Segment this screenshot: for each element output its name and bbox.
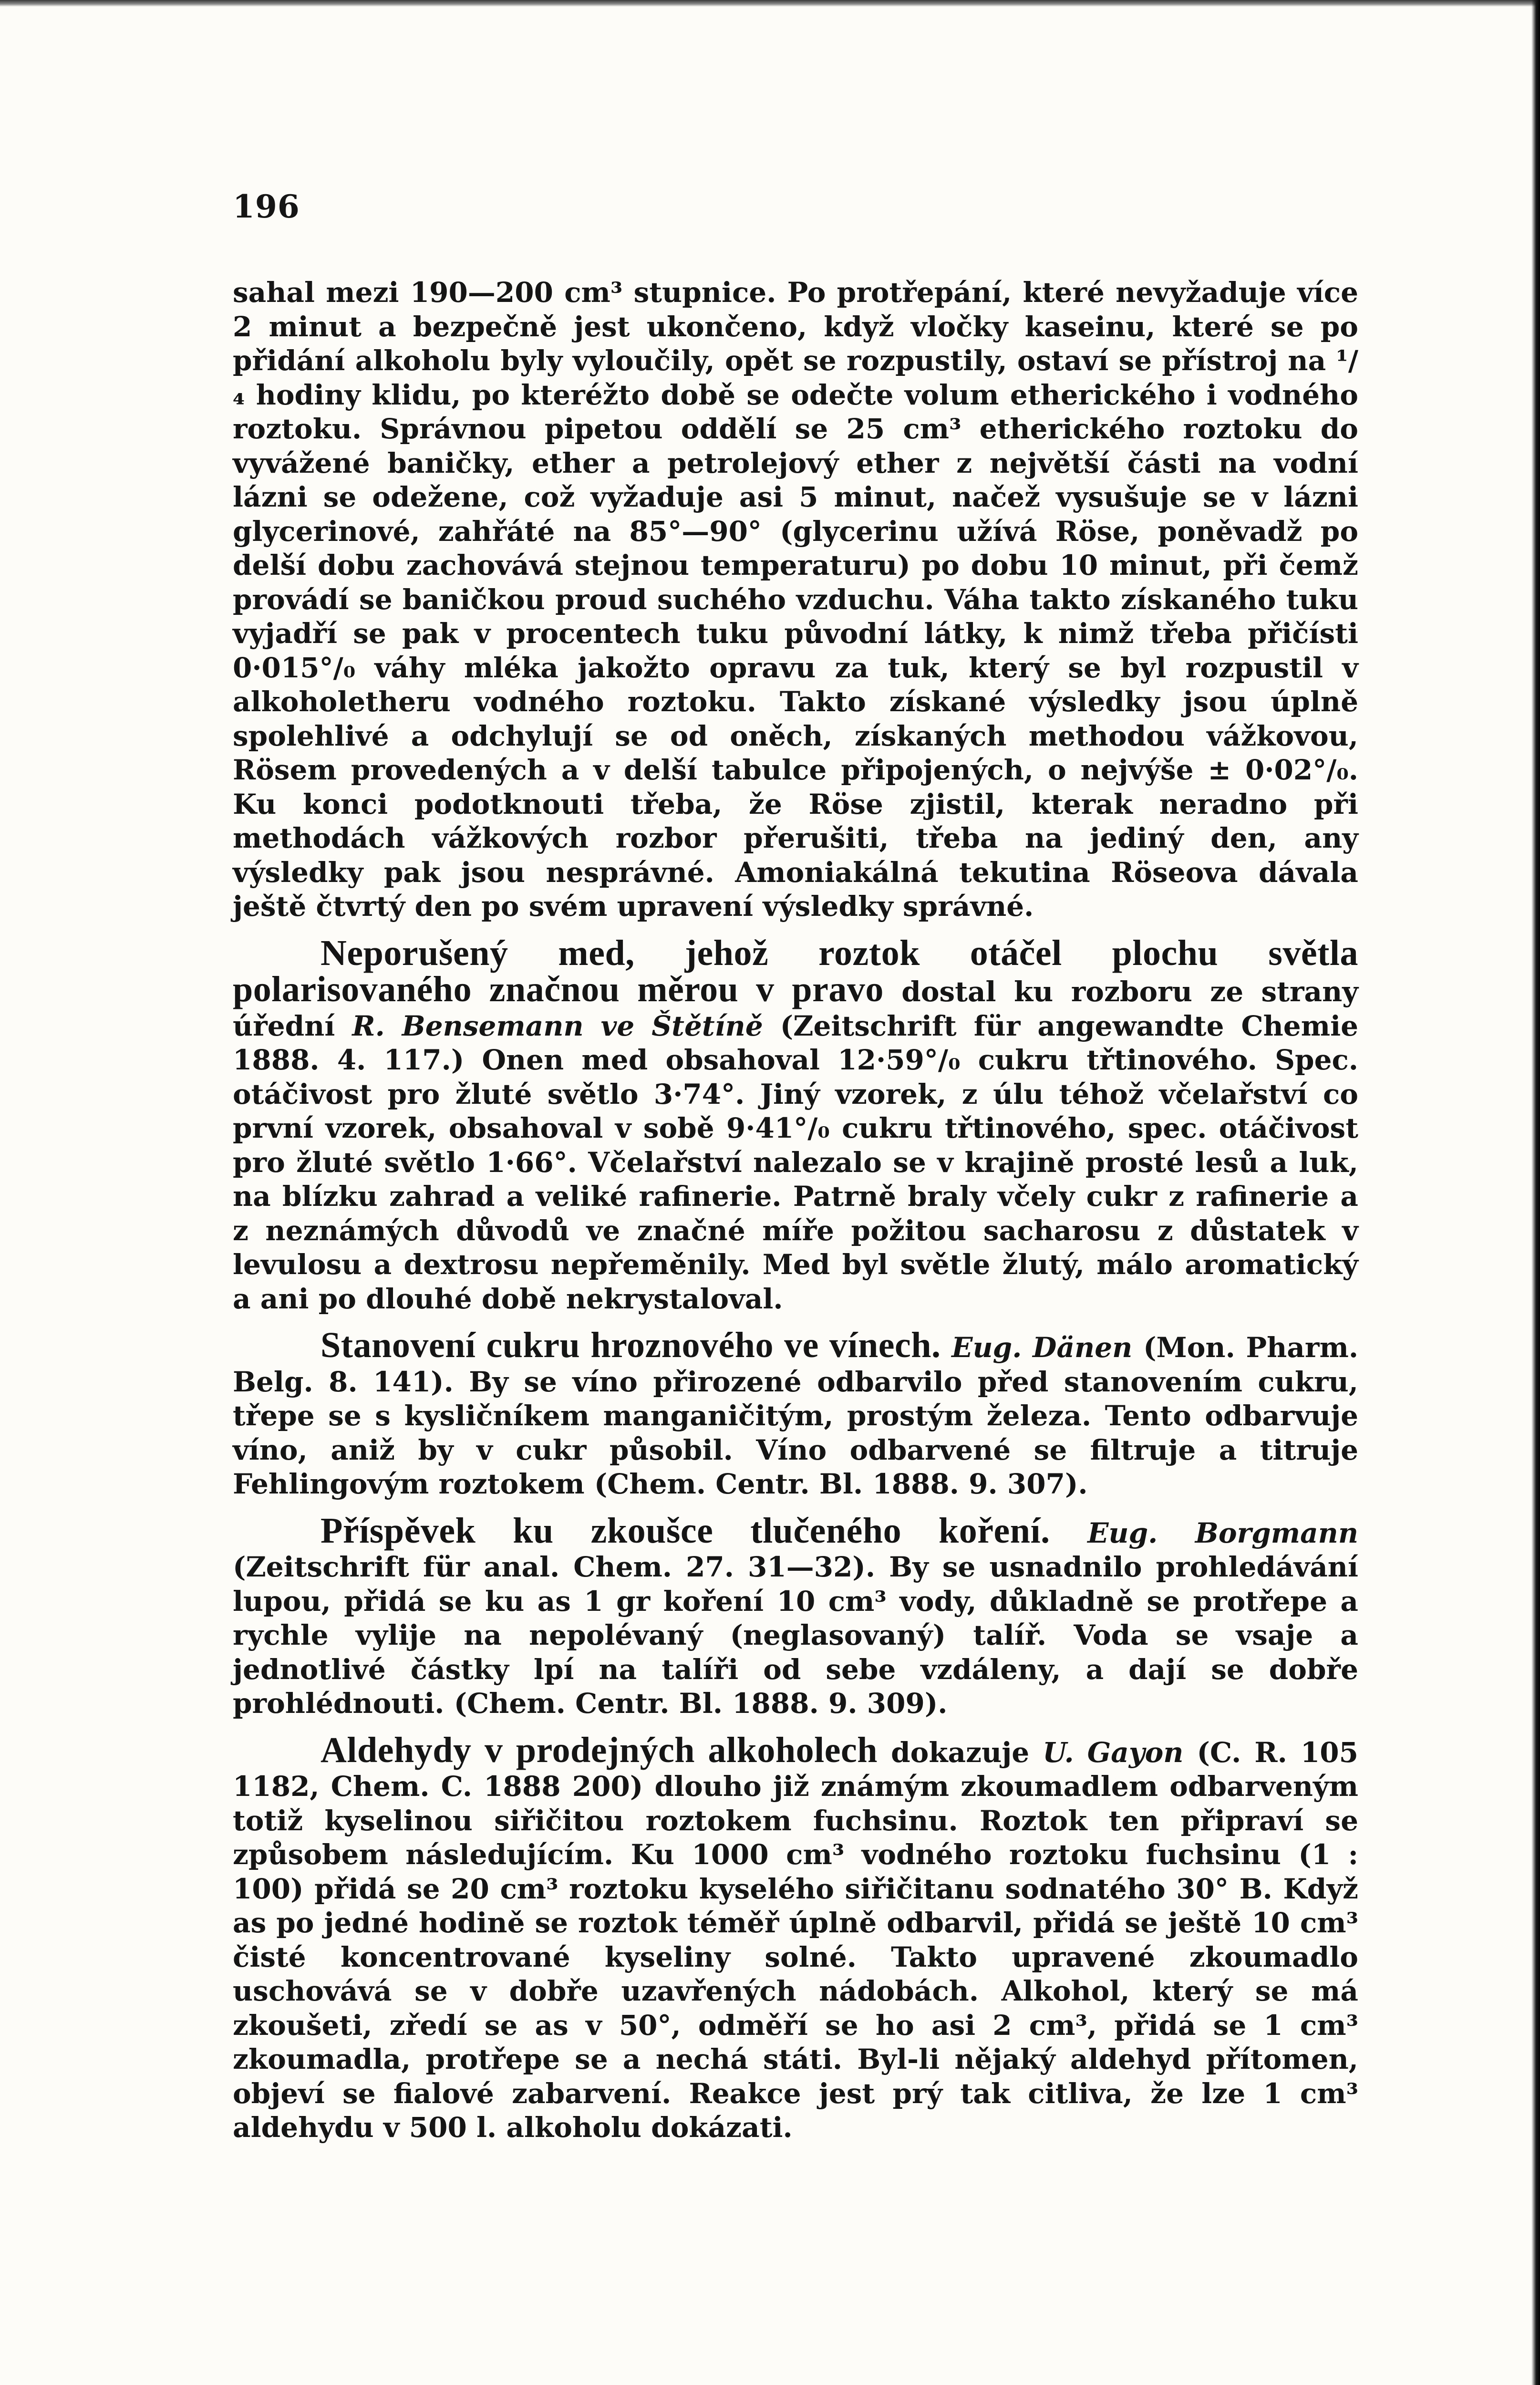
paragraph-wine (233, 1325, 1359, 1502)
paragraph-lead: dokazuje (877, 1736, 1043, 1769)
paragraph-spice (233, 1510, 1358, 1721)
scan-edge-top (0, 0, 1540, 7)
section-heading: Příspěvek ku zkoušce tlučeného koření. (320, 1510, 1050, 1551)
section-heading: Stanovení cukru hroznového ve vínech. (320, 1325, 941, 1365)
author-name: Eug. Dänen (951, 1331, 1133, 1364)
paragraph-text: (Mon. Pharm. Belg. 8. 141). By se víno přirozené odbarvilo před stanovením cukru, třepe se s kysličníkem manganičitým, prostým železa. Tento odbarvuje víno, aniž by v cukr působil. Víno odbarvené se filtruje a titruje Fehlingovým roztokem (Chem. Centr. Bl. 1888. 9. 307). (233, 1331, 1359, 1500)
scan-edge-right (1531, 0, 1540, 2385)
page-number: 196 (233, 188, 300, 225)
section-heading: Aldehydy v prodejných alkoholech (320, 1730, 878, 1770)
paragraph-text: sahal mezi 190—200 cm³ stupnice. Po protřepání, které nevyžaduje více 2 minut a bezpečně jest ukončeno, když vločky kaseinu, které se po přidání alkoholu byly vyloučily, opět se rozpustily, ostaví se přístroj na ¹/₄ hodiny klidu, po kteréžto době se odečte volum etherického i vodného roztoku. Správnou pipetou oddělí se 25 cm³ etherického roztoku do vyvážené baničky, ether a petrolejový ether z největší části na vodní lázni se odežene, což vyžaduje asi 5 minut, načež vysušuje se v lázni glycerinové, zahřáté na 85°—90° (glycerinu užívá Röse, poněvadž po delší dobu zachovává stejnou temperaturu) po dobu 10 minut, při čemž provádí se baničkou proud suchého vzduchu. Váha takto získaného tuku vyjadří se pak v procentech tuku původní látky, k nimž třeba přičísti 0·015°/₀ váhy mléka jakožto opravu za tuk, který se byl rozpustil v alkoholetheru vodného roztoku. Takto získané výsledky jsou úplně spolehlivé a odchylují se od oněch, získaných methodou vážkovou, Rösem provedených a v delší tabulce připojených, o nejvýše ± 0·02°/₀. Ku konci podotknouti třeba, že Röse zjistil, kterak neradno při methodách vážkových rozbor přerušiti, třeba na jediný den, any výsledky pak jsou nesprávné. Amoniakálná tekutina Röseova dávala ještě čtvrtý den po svém upravení výsledky správné. (233, 276, 1358, 923)
paragraph-honey (233, 933, 1359, 1317)
paragraph-aldehydes (233, 1730, 1358, 2145)
paragraph-continuation (233, 276, 1358, 924)
author-name: R. Bensemann ve Štětíně (352, 1009, 763, 1042)
paragraph-lead: dostal ku rozboru ze strany úřední (233, 975, 1358, 1042)
paragraph-text: (Zeitschrift für angewandte Chemie 1888. 4. 117.) Onen med obsahoval 12·59°/₀ cukru třtinového. Spec. otáčivost pro žluté světlo 3·74°. Jiný vzorek, z úlu téhož včelařství co první vzorek, obsahoval v sobě 9·41°/₀ cukru třtinového, spec. otáčivost pro žluté světlo 1·66°. Včelařství nalezalo se v krajině prosté lesů a luk, na blízku zahrad a veliké rafinerie. Patrně braly včely cukr z rafinerie a z neznámých důvodů ve značné míře požitou sacharosu z důstatek v levulosu a dextrosu nepřeměnily. Med byl světle žlutý, málo aromatický a ani po dlouhé době nekrystaloval. (233, 1009, 1359, 1315)
section-heading: Neporušený med, jehož roztok otáčel plochu světla polarisovaného značnou měrou v pravo (233, 933, 1358, 1009)
author-name: U. Gayon (1043, 1736, 1184, 1769)
paragraph-text: (Zeitschrift für anal. Chem. 27. 31—32). By se usnadnilo prohledávání lupou, přidá se ku as 1 gr koření 10 cm³ vody, důkladně se protřepe a rychle vylije na nepolévaný (neglasovaný) talíř. Voda se vsaje a jednotlivé částky lpí na talíři od sebe vzdáleny, a dají se dobře prohlédnouti. (Chem. Centr. Bl. 1888. 9. 309). (233, 1551, 1358, 1720)
article-body (233, 276, 1358, 2145)
paragraph-text: (C. R. 105 1182, Chem. C. 1888 200) dlouho již známým zkoumadlem odbarveným totiž kyselinou siřičitou roztokem fuchsinu. Roztok ten připraví se způsobem následujícím. Ku 1000 cm³ vodného roztoku fuchsinu (1 : 100) přidá se 20 cm³ roztoku kyselého siřičitanu sodnatého 30° B. Když as po jedné hodině se roztok téměř úplně odbarvil, přidá se ještě 10 cm³ čisté koncentrované kyseliny solné. Takto upravené zkoumadlo uschovává se v dobře uzavřených nádobách. Alkohol, který se má zkoušeti, zředí se as v 50°, odměří se ho asi 2 cm³, přidá se 1 cm³ zkoumadla, protřepe se a nechá státi. Byl-li nějaký aldehyd přítomen, objeví se fialové zabarvení. Reakce jest prý tak citliva, že lze 1 cm³ aldehydu v 500 l. alkoholu dokázati. (233, 1736, 1358, 2144)
author-name: Eug. Borgmann (1087, 1516, 1358, 1549)
